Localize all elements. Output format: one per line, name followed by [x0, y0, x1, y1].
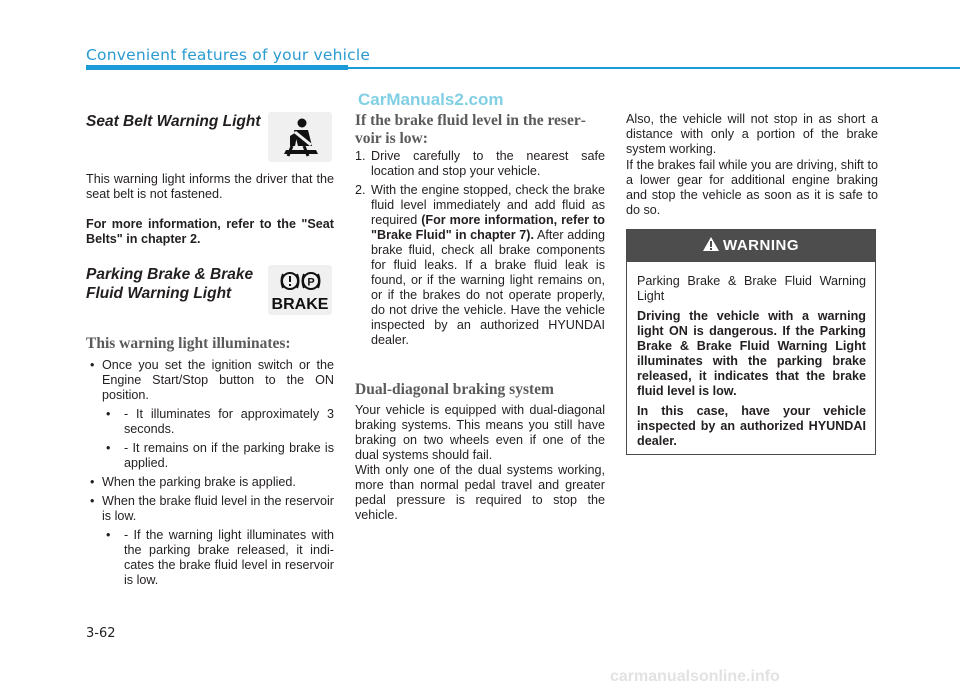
list-item-text: Once you set the ignition switch or the Engine Start/Stop button to the ON position. [102, 358, 334, 402]
fluid-low-heading: If the brake fluid level in the reservoir is low: [355, 112, 586, 147]
list-item [355, 183, 605, 348]
illuminates-list [86, 358, 334, 592]
parking-brake-title-line2: Fluid Warning Light [86, 285, 232, 302]
list-item [86, 358, 334, 471]
list-item: • - It illuminates for approximately 3 seconds. [102, 407, 334, 437]
warning-paragraph-2: In this case, have your vehicle inspected by an authorized HYUNDAI dealer. [637, 404, 866, 448]
warning-paragraph-1: Driving the vehicle with a warning light ON is dangerous. If the Parking Brake & Brake Fluid Warning Light illuminates with the parking brake released, it indicates that the brake fluid level is low. [637, 309, 866, 398]
chapter-title: Convenient features of your vehicle [86, 46, 371, 64]
dual-diagonal-paragraph-1: Your vehicle is equipped with dual-diagonal braking systems. This means you still have braking on two wheels even if one of the dual systems should fail. [355, 403, 605, 462]
right-paragraph-1: Also, the vehicle will not stop in as short a distance with only a portion of the brake system working. [626, 112, 878, 156]
list-item: • When the parking brake is applied. [86, 475, 334, 490]
dual-diagonal-paragraph-2: With only one of the dual systems working, more than normal pedal travel and greater pedal pressure is required to stop the vehicle. [355, 463, 605, 522]
step-number: 2. [355, 183, 366, 197]
watermark-bottom: carmanualsonline.info [610, 668, 780, 685]
seatbelt-warning-icon [268, 112, 332, 162]
warning-title: Parking Brake & Brake Fluid Warning Light [637, 274, 866, 303]
list-item [86, 494, 334, 588]
seatbelt-description: This warning light informs the driver that the seat belt is not fastened. [86, 172, 334, 201]
list-item-text: When the brake fluid level in the reservoir is low. [102, 494, 334, 523]
warning-header [627, 230, 875, 262]
list-item [355, 149, 605, 179]
step-number: 1. [355, 149, 366, 163]
step-text: Drive carefully to the nearest safe location and stop your vehicle. [371, 149, 605, 178]
step-reference: (For more information, refer to "Brake Fluid" in chapter 7). [371, 213, 605, 242]
page-number: 3-62 [86, 626, 116, 641]
step-text-continued: After adding brake fluid, check all brake components for fluid leaks. If a brake fluid leak is found, or if the warning light remains on, or if the brakes do not operate properly, do not drive the vehicle. Have the vehicle inspected by an authorized HYUNDAI dealer. [371, 228, 606, 347]
warning-triangle-icon [703, 237, 719, 251]
seatbelt-title: Seat Belt Warning Light [86, 113, 261, 130]
brake-warning-icon [268, 265, 332, 315]
warning-box [626, 229, 876, 455]
svg-text:P: P [307, 276, 315, 289]
illuminates-heading: This warning light illuminates: [86, 335, 291, 352]
watermark-top: CarManuals2.com [358, 90, 504, 109]
step-text: With the engine stopped, check the brake fluid level immediately and add fluid as required [371, 183, 605, 227]
warning-label: WARNING [723, 237, 799, 254]
fluid-low-steps [355, 149, 605, 352]
parking-brake-title [86, 265, 253, 303]
header-rule-thick [86, 65, 348, 70]
parking-brake-title-line1: Parking Brake & Brake [86, 266, 254, 283]
right-paragraph-2: If the brakes fail while you are driving, shift to a lower gear for additional engine braking and stop the vehicle as soon as it is safe to do so. [626, 158, 878, 217]
list-item: • - If the warning light illuminates with the parking brake released, it indicates the brake fluid level in reservoir is low. [102, 528, 334, 588]
list-item: • - It remains on if the parking brake is applied. [102, 441, 334, 471]
dual-diagonal-heading: Dual-diagonal braking system [355, 381, 554, 398]
brake-icon-text: BRAKE [271, 296, 329, 313]
seatbelt-reference: For more information, refer to the "Seat Belts" in chapter 2. [86, 217, 334, 246]
header-rule-thin [348, 67, 960, 69]
